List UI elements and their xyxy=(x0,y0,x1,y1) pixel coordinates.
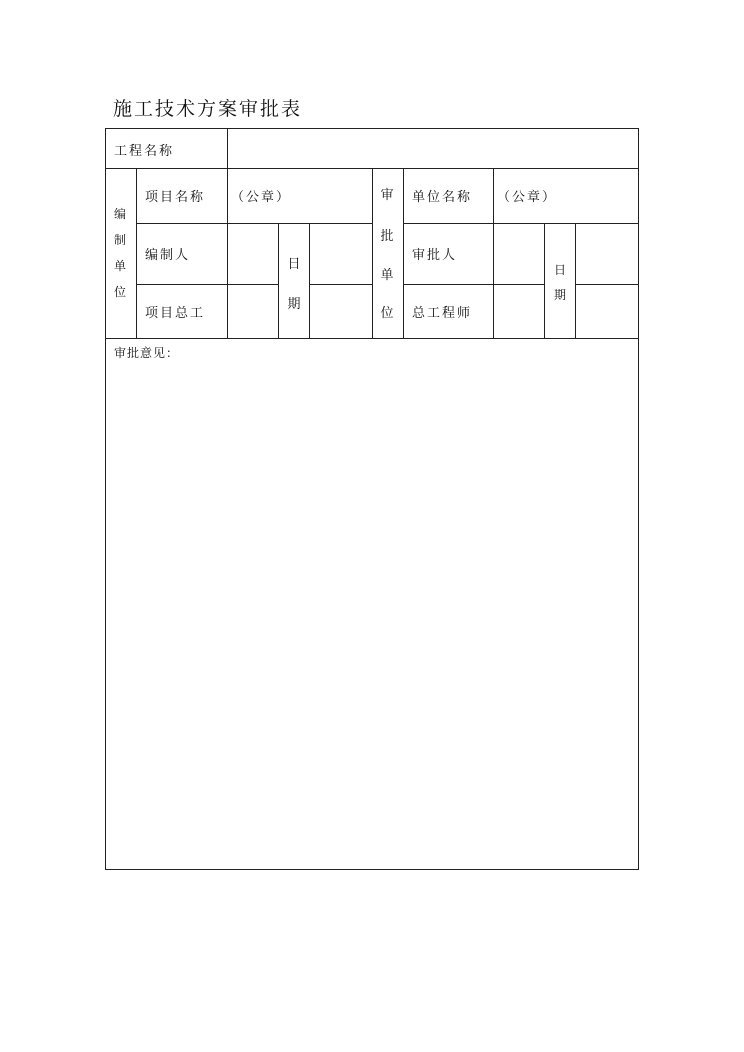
approve-date-char-1: 日 xyxy=(553,263,566,277)
divider-right-b2 xyxy=(575,284,639,285)
compile-unit-side-char-3: 单 xyxy=(113,259,126,273)
divider-col-approve-side-a xyxy=(372,168,373,339)
approve-unit-side-char-3: 单 xyxy=(380,268,394,283)
divider-right-b1 xyxy=(403,284,544,285)
divider-left-b1 xyxy=(136,284,278,285)
compiler-label: 编制人 xyxy=(145,248,191,263)
approve-unit-side-char-2: 批 xyxy=(380,229,394,244)
form-title: 施工技术方案审批表 xyxy=(113,98,303,120)
compile-unit-side-char-4: 位 xyxy=(113,285,126,299)
compile-date-char-1: 日 xyxy=(287,257,301,272)
compile-unit-side-char-2: 制 xyxy=(113,233,126,247)
table-border-right xyxy=(638,128,639,870)
approve-unit-name-label: 单位名称 xyxy=(412,190,473,205)
compile-date-char-2: 期 xyxy=(287,297,301,312)
approve-unit-side-char-4: 位 xyxy=(380,306,394,321)
approval-opinion-label: 审批意见： xyxy=(114,346,180,360)
project-name-label: 工程名称 xyxy=(114,144,175,159)
divider-col-date-right-b xyxy=(575,223,576,339)
approver-label: 审批人 xyxy=(412,248,458,263)
divider-col-approve-side-b xyxy=(403,168,404,339)
divider-col-project xyxy=(227,128,228,339)
divider-left-b2 xyxy=(309,284,372,285)
table-border-left xyxy=(105,128,106,870)
divider-right-a xyxy=(403,223,639,224)
divider-col-date-right-a xyxy=(544,223,545,339)
divider-col-date-left-a xyxy=(278,223,279,339)
compile-unit-side-char-1: 编 xyxy=(113,207,126,221)
compile-seal: （公章） xyxy=(231,190,292,205)
table-border-bottom xyxy=(105,869,639,870)
divider-col-date-left-b xyxy=(309,223,310,339)
divider-col-compile-side xyxy=(136,168,137,339)
approve-date-char-2: 期 xyxy=(553,288,566,302)
table-border-top xyxy=(105,128,639,129)
approve-unit-side-char-1: 审 xyxy=(380,188,394,203)
divider-col-approve-label xyxy=(493,168,494,339)
chief-engineer-label: 总工程师 xyxy=(412,306,473,321)
compile-project-name-label: 项目名称 xyxy=(145,190,206,205)
compile-chief-label: 项目总工 xyxy=(145,306,206,321)
approve-seal: （公章） xyxy=(497,190,558,205)
divider-left-a xyxy=(136,223,372,224)
